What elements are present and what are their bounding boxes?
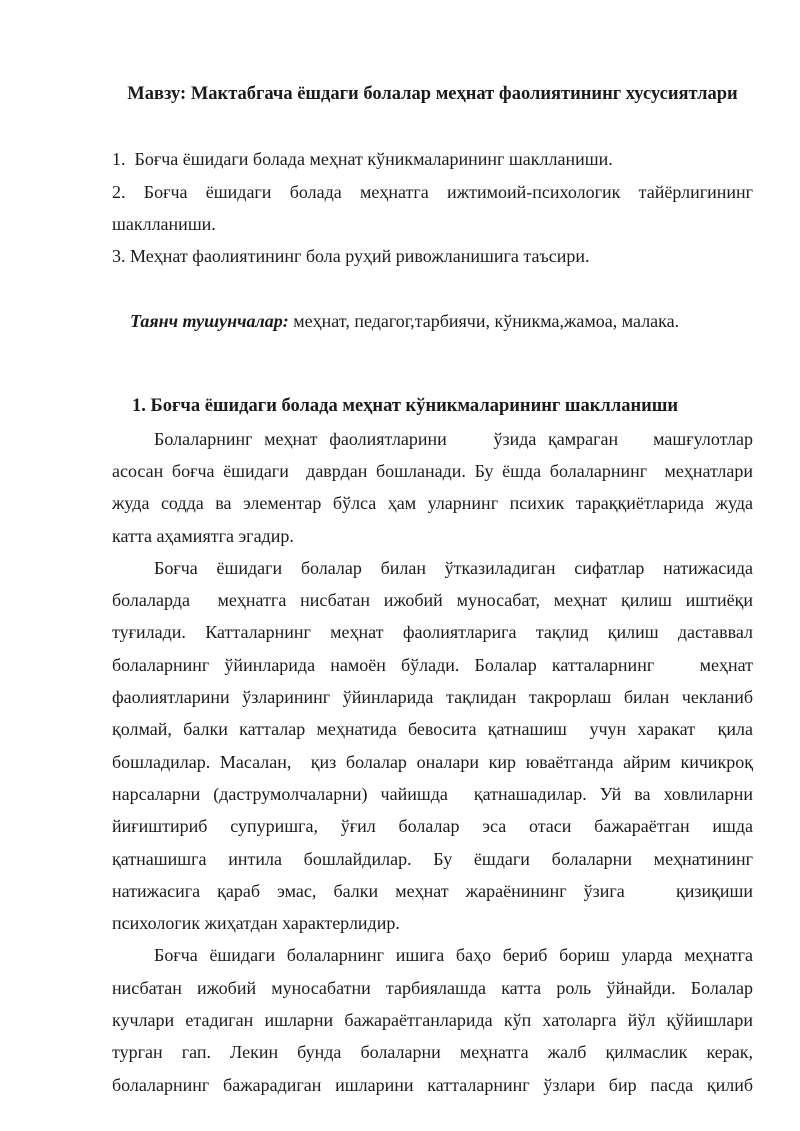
text-line: кучлари етадиган ишларни бажараётганларида кўп хатоларга йўл қўйишлари [112, 1010, 753, 1031]
text-line: Боғча ёшидаги болалар билан ўтказиладиган сифатлар натижасида [154, 557, 753, 578]
text-line: жуда содда ва элементар бўлса ҳам уларнинг психик тараққиётларида жуда [112, 493, 753, 514]
text-line: Боғча ёшидаги болаларнинг ишига баҳо бериб бориш уларда меҳнатга [154, 945, 753, 966]
text-line: болаларнинг бажарадиган ишларини катталарнинг ўзлари бир пасда қилиб [112, 1074, 753, 1095]
text-line: туғилади. Катталарнинг меҳнат фаолиятларига тақлид қилиш даставвал [112, 622, 753, 643]
text-line: турган гап. Лекин бунда болаларни меҳнатга жалб қилмаслик керак, [112, 1042, 753, 1063]
text-line: 3. Меҳнат фаолиятининг бола руҳий ривожланишига таъсири. [112, 246, 590, 267]
text-line: қатнашишга интила бошлайдилар. Бу ёшдаги болаларни меҳнатининг [112, 848, 753, 869]
text-line: 1. Боғча ёшидаги болада меҳнат кўникмаларининг шаклланиши. [112, 149, 613, 170]
text-line: бошладилар. Масалан, қиз болалар оналари кир юваётганда айрим кичикроқ [112, 751, 753, 772]
section-heading: 1. Боғча ёшидаги болада меҳнат кўникмаларининг шаклланиши [132, 396, 679, 417]
text-line: болаларнинг ўйинларида намоён бўлади. Болалар катталарнинг меҳнат [112, 654, 753, 675]
plan-list [112, 143, 753, 272]
paragraph-2 [112, 552, 753, 940]
paragraph-3 [112, 939, 753, 1100]
document-title: Мавзу: Мактабгача ёшдаги болалар меҳнат фаолиятининг хусусиятлари [127, 84, 738, 104]
text-line: Болаларнинг меҳнат фаолиятларини ўзида қамраган машғулотлар [154, 428, 753, 449]
paragraph-1 [112, 423, 753, 552]
text-line: нарсаларни (даструмолчаларни) чайишда қатнашадилар. Уй ва ховлиларни [112, 783, 753, 804]
text-line: катта аҳамиятга эгадир. [112, 525, 294, 546]
text-line: натижасига қараб эмас, балки меҳнат жараёнининг ўзига қизиқиши [112, 880, 753, 901]
text-line: қолмай, балки катталар меҳнатида бевосита қатнашиш учун харакат қила [112, 719, 753, 740]
plan-item-1 [112, 143, 753, 175]
plan-item-3 [112, 240, 753, 272]
key-concepts-text: меҳнат, педагог,тарбиячи, кўникма,жамоа, малака. [288, 310, 680, 331]
text-line: 2. Боғча ёшидаги болада меҳнатга ижтимоий-психологик тайёрлигининг [112, 181, 753, 202]
text-line: фаолиятларини ўзларининг ўйинларида тақлидан такрорлаш билан чекланиб [112, 687, 753, 708]
plan-item-2 [112, 176, 753, 241]
key-concepts-label: Таянч тушунчалар: [130, 310, 289, 331]
text-line: йиғиштириб супуришга, ўғил болалар эса отаси бажараётган ишда [112, 816, 753, 837]
text-line: асосан боғча ёшидаги даврдан бошланади. Бу ёшда болаларнинг меҳнатлари [112, 460, 753, 481]
key-concepts-line [112, 272, 753, 369]
text-line: шаклланиши. [112, 213, 216, 234]
text-line: нисбатан ижобий муносабатни тарбиялашда катта роль ўйнайди. Болалар [112, 977, 753, 998]
text-line: психологик жиҳатдан характерлидир. [112, 913, 400, 934]
text-line: болаларда меҳнатга нисбатан ижобий муносабат, меҳнат қилиш иштиёқи [112, 590, 753, 611]
